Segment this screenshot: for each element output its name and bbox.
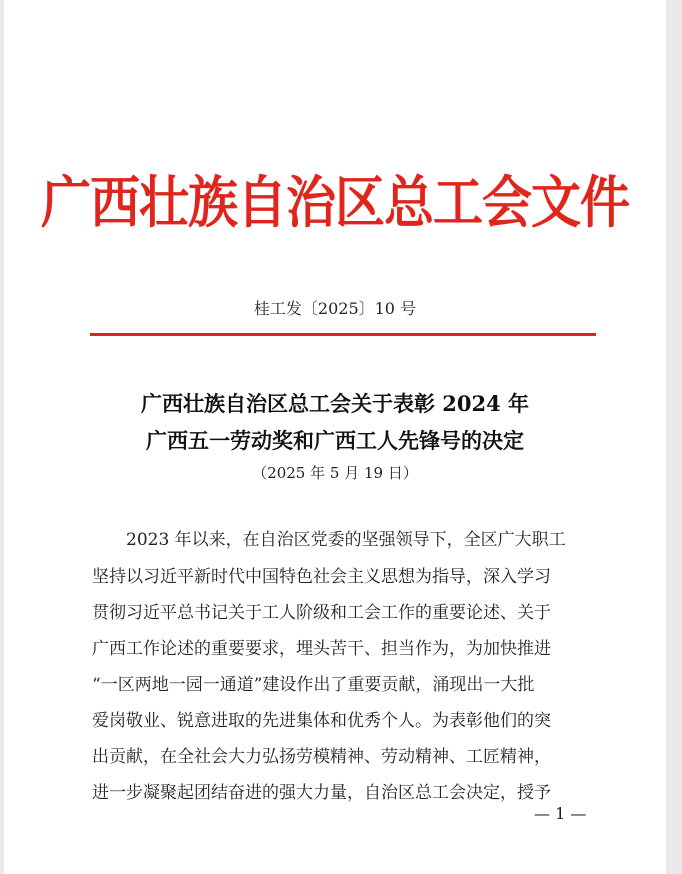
body-line-7: 出贡献，在全社会大力弘扬劳模精神、劳动精神、工匠精神， [92, 747, 551, 767]
decision-date: （2025 年 5 月 19 日） [252, 464, 418, 482]
decision-title-line-1: 广西壮族自治区总工会关于表彰 2024 年 [140, 391, 530, 416]
document-page [4, 0, 666, 874]
red-divider-line [90, 333, 596, 336]
body-line-6: 爱岗敬业、锐意进取的先进集体和优秀个人。为表彰他们的突 [92, 711, 551, 731]
document-number: 桂工发〔2025〕10 号 [253, 299, 417, 318]
body-line-1: 2023 年以来，在自治区党委的坚强领导下，全区广大职工 [126, 530, 566, 550]
page-number: — 1 — [534, 804, 587, 823]
body-line-8: 进一步凝聚起团结奋进的强大力量，自治区总工会决定，授予 [92, 783, 551, 803]
body-line-2: 坚持以习近平新时代中国特色社会主义思想为指导，深入学习 [92, 567, 551, 587]
decision-title-line-2: 广西五一劳动奖和广西工人先锋号的决定 [146, 428, 524, 453]
body-line-5: “一区两地一园一通道”建设作出了重要贡献，涌现出一大批 [92, 675, 535, 695]
masthead-title: 广西壮族自治区总工会文件 [41, 169, 629, 236]
body-line-3: 贯彻习近平总书记关于工人阶级和工会工作的重要论述、关于 [92, 603, 551, 623]
body-line-4: 广西工作论述的重要要求，埋头苦干、担当作为，为加快推进 [92, 639, 551, 659]
